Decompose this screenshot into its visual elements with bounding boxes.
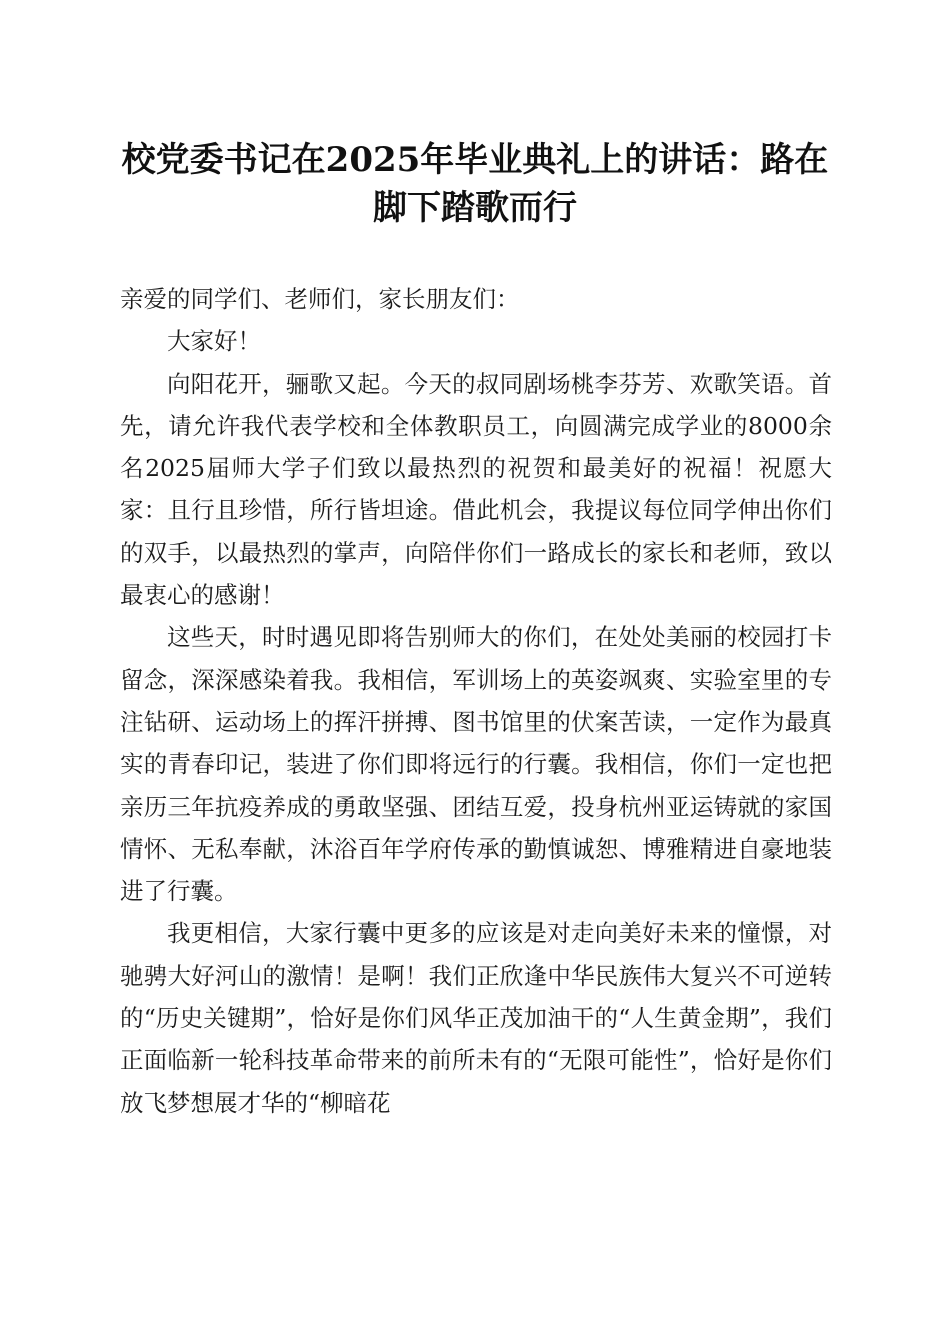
paragraph: 大家好！ [167, 327, 261, 356]
document-body [120, 278, 832, 1124]
document-title: 校党委书记在2025年毕业典礼上的讲话：路在脚下踏歌而行 [121, 140, 829, 228]
paragraph: 这些天，时时遇见即将告别师大的你们，在处处美丽的校园打卡留念，深深感染着我。我相信，军训场上的英姿飒爽、实验室里的专注钻研、运动场上的挥汗拼搏、图书馆里的伏案苦读，一定作为最真实的青春印记，装进了你们即将远行的行囊。我相信，你们一定也把亲历三年抗疫养成的勇敢坚强、团结互爱，投身杭州亚运铸就的家国情怀、无私奉献，沐浴百年学府传承的勤慎诚恕、博雅精进自豪地装进了行囊。 [120, 623, 832, 906]
paragraph: 向阳花开，骊歌又起。今天的叔同剧场桃李芬芳、欢歌笑语。首先，请允许我代表学校和全体教职员工，向圆满完成学业的8000余名2025届师大学子们致以最热烈的祝贺和最美好的祝福！祝愿大家：且行且珍惜，所行皆坦途。借此机会，我提议每位同学伸出你们的双手，以最热烈的掌声，向陪伴你们一路成长的家长和老师，致以最衷心的感谢！ [120, 369, 832, 610]
salutation: 亲爱的同学们、老师们，家长朋友们： [120, 285, 520, 313]
paragraph: 我更相信，大家行囊中更多的应该是对走向美好未来的憧憬，对驰骋大好河山的激情！是啊！我们正欣逢中华民族伟大复兴不可逆转的“历史关键期”，恰好是你们风华正茂加油干的“人生黄金期”，我们正面临新一轮科技革命带来的前所未有的“无限可能性”，恰好是你们放飞梦想展才华的“柳暗花 [120, 919, 832, 1117]
